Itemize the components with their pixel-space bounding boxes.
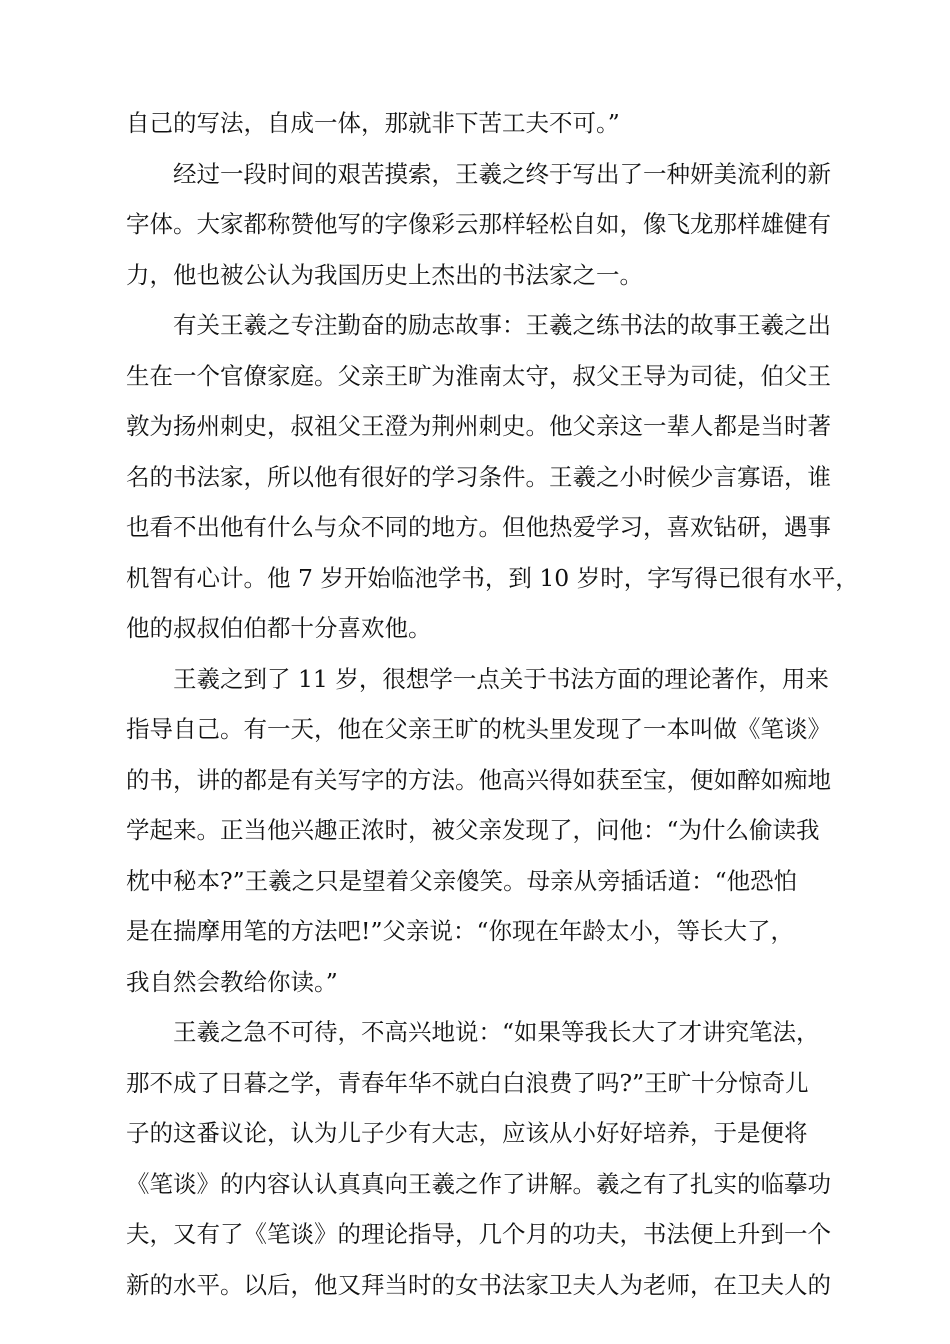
text-line: 生在一个官僚家庭。父亲王旷为淮南太守，叔父王导为司徒，伯父王 <box>126 361 831 390</box>
text-line: 《笔谈》的内容认认真真向王羲之作了讲解。羲之有了扎实的临摹功 <box>126 1169 831 1198</box>
text-line: 学起来。正当他兴趣正浓时，被父亲发现了，问他：“为什么偷读我 <box>126 816 820 844</box>
text-line: 夫，又有了《笔谈》的理论指导，几个月的功夫，书法便上升到一个 <box>126 1220 831 1248</box>
text-line: 我自然会教给你读。” <box>126 967 338 996</box>
text-line: 自己的写法，自成一体，那就非下苦工夫不可。” <box>126 109 620 137</box>
paragraph <box>126 654 831 1008</box>
text-line: 经过一段时间的艰苦摸索，王羲之终于写出了一种妍美流利的新 <box>173 159 831 188</box>
text-line: 敦为扬州刺史，叔祖父王澄为荆州刺史。他父亲这一辈人都是当时著 <box>126 412 831 440</box>
text-line: 有关王羲之专注勤奋的励志故事：王羲之练书法的故事王羲之出 <box>173 311 831 339</box>
text-line: 他的叔叔伯伯都十分喜欢他。 <box>126 614 432 642</box>
text-line: 名的书法家，所以他有很好的学习条件。王羲之小时候少言寡语，谁 <box>126 462 831 491</box>
document-page <box>126 0 859 1310</box>
text-line: 王羲之急不可待，不高兴地说：“如果等我长大了才讲究笔法， <box>173 1018 820 1046</box>
paragraph <box>126 149 831 301</box>
text-line: 力，他也被公认为我国历史上杰出的书法家之一。 <box>126 260 643 289</box>
text-line: 机智有心计。他 7 岁开始临池学书，到 10 岁时，字写得已很有水平， <box>126 563 859 592</box>
paragraph <box>126 1007 831 1310</box>
text-line: 指导自己。有一天，他在父亲王旷的枕头里发现了一本叫做《笔谈》 <box>126 715 831 743</box>
text-line: 也看不出他有什么与众不同的地方。但他热爱学习，喜欢钻研，遇事 <box>126 513 831 541</box>
text-line: 王羲之到了 11 岁，很想学一点关于书法方面的理论著作，用来 <box>173 664 829 693</box>
text-line: 是在揣摩用笔的方法吧!”父亲说：“你现在年龄太小，等长大了， <box>126 917 794 945</box>
text-line: 的书，讲的都是有关写字的方法。他高兴得如获至宝，便如醉如痴地 <box>126 765 831 794</box>
text-line: 字体。大家都称赞他写的字像彩云那样轻松自如，像飞龙那样雄健有 <box>126 210 831 238</box>
text-line: 新的水平。以后，他又拜当时的女书法家卫夫人为老师，在卫夫人的 <box>126 1270 831 1299</box>
paragraph <box>126 98 826 149</box>
text-line: 子的这番议论，认为儿子少有大志，应该从小好好培养，于是便将 <box>126 1119 808 1147</box>
paragraph <box>126 300 859 654</box>
text-line: 那不成了日暮之学，青春年华不就白白浪费了吗?”王旷十分惊奇儿 <box>126 1068 809 1097</box>
text-line: 枕中秘本?”王羲之只是望着父亲傻笑。母亲从旁插话道：“他恐怕 <box>126 866 798 895</box>
